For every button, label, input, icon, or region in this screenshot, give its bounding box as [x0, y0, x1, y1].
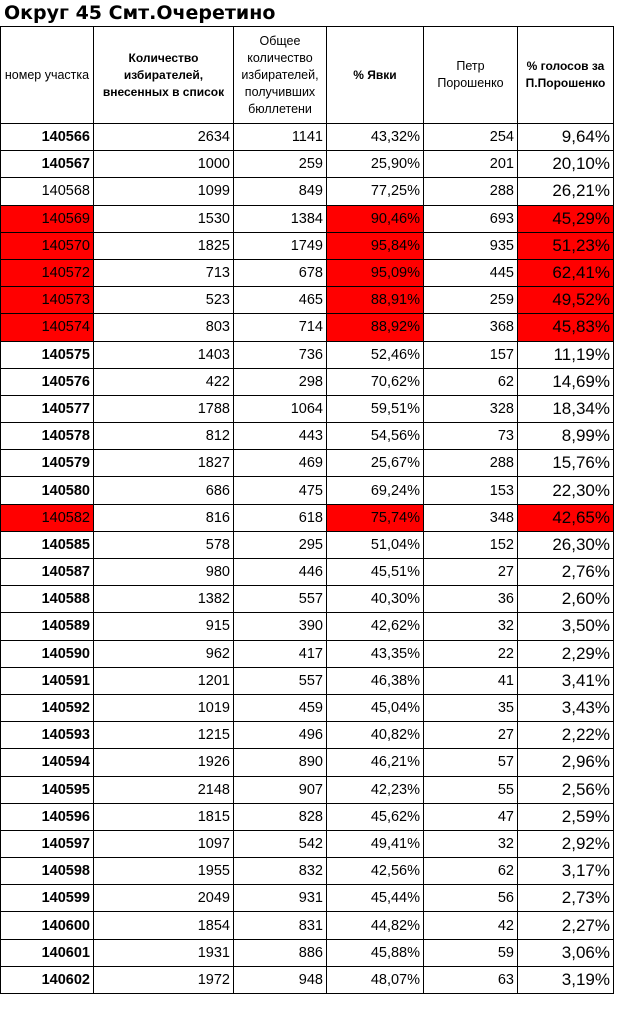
- cell-ballots: 475: [234, 477, 327, 504]
- cell-share: 8,99%: [518, 423, 614, 450]
- cell-turnout: 49,41%: [327, 830, 424, 857]
- cell-station-id: 140574: [1, 314, 94, 341]
- cell-registered: 1201: [94, 667, 234, 694]
- cell-station-id: 140589: [1, 613, 94, 640]
- cell-turnout: 45,88%: [327, 939, 424, 966]
- cell-station-id: 140569: [1, 205, 94, 232]
- cell-votes: 348: [424, 504, 518, 531]
- cell-turnout: 77,25%: [327, 178, 424, 205]
- cell-station-id: 140570: [1, 232, 94, 259]
- cell-registered: 2148: [94, 776, 234, 803]
- cell-share: 42,65%: [518, 504, 614, 531]
- table-row: [1, 504, 614, 531]
- cell-turnout: 46,21%: [327, 749, 424, 776]
- cell-turnout: 42,23%: [327, 776, 424, 803]
- table-row: [1, 477, 614, 504]
- table-row: [1, 395, 614, 422]
- cell-registered: 1019: [94, 694, 234, 721]
- cell-ballots: 259: [234, 151, 327, 178]
- table-row: [1, 749, 614, 776]
- table-row: [1, 450, 614, 477]
- cell-ballots: 618: [234, 504, 327, 531]
- cell-votes: 368: [424, 314, 518, 341]
- cell-share: 22,30%: [518, 477, 614, 504]
- cell-turnout: 43,32%: [327, 124, 424, 151]
- cell-share: 2,22%: [518, 722, 614, 749]
- cell-station-id: 140595: [1, 776, 94, 803]
- cell-ballots: 832: [234, 858, 327, 885]
- cell-votes: 35: [424, 694, 518, 721]
- header-turnout: % Явки: [327, 27, 424, 124]
- table-row: [1, 640, 614, 667]
- cell-share: 3,06%: [518, 939, 614, 966]
- table-row: [1, 341, 614, 368]
- cell-share: 15,76%: [518, 450, 614, 477]
- cell-share: 3,19%: [518, 966, 614, 993]
- table-row: [1, 559, 614, 586]
- cell-turnout: 40,30%: [327, 586, 424, 613]
- cell-turnout: 25,67%: [327, 450, 424, 477]
- cell-votes: 32: [424, 613, 518, 640]
- cell-station-id: 140599: [1, 885, 94, 912]
- table-row: [1, 858, 614, 885]
- cell-votes: 445: [424, 259, 518, 286]
- cell-station-id: 140594: [1, 749, 94, 776]
- cell-turnout: 43,35%: [327, 640, 424, 667]
- cell-ballots: 907: [234, 776, 327, 803]
- cell-turnout: 42,62%: [327, 613, 424, 640]
- cell-registered: 523: [94, 287, 234, 314]
- cell-turnout: 40,82%: [327, 722, 424, 749]
- cell-ballots: 298: [234, 368, 327, 395]
- cell-turnout: 45,04%: [327, 694, 424, 721]
- cell-registered: 1926: [94, 749, 234, 776]
- cell-votes: 36: [424, 586, 518, 613]
- cell-votes: 288: [424, 178, 518, 205]
- cell-registered: 1000: [94, 151, 234, 178]
- cell-share: 2,59%: [518, 803, 614, 830]
- cell-turnout: 51,04%: [327, 531, 424, 558]
- cell-votes: 22: [424, 640, 518, 667]
- table-row: [1, 722, 614, 749]
- page-title: Округ 45 Смт.Очеретино: [4, 2, 276, 24]
- cell-registered: 1972: [94, 966, 234, 993]
- cell-station-id: 140585: [1, 531, 94, 558]
- cell-share: 2,76%: [518, 559, 614, 586]
- table-row: [1, 776, 614, 803]
- cell-share: 26,21%: [518, 178, 614, 205]
- cell-share: 26,30%: [518, 531, 614, 558]
- cell-share: 3,41%: [518, 667, 614, 694]
- cell-station-id: 140598: [1, 858, 94, 885]
- cell-station-id: 140576: [1, 368, 94, 395]
- cell-share: 3,17%: [518, 858, 614, 885]
- cell-registered: 1825: [94, 232, 234, 259]
- cell-registered: 713: [94, 259, 234, 286]
- cell-share: 3,50%: [518, 613, 614, 640]
- table-row: [1, 966, 614, 993]
- cell-votes: 27: [424, 559, 518, 586]
- cell-votes: 62: [424, 368, 518, 395]
- cell-ballots: 1749: [234, 232, 327, 259]
- cell-ballots: 542: [234, 830, 327, 857]
- cell-ballots: 886: [234, 939, 327, 966]
- cell-votes: 259: [424, 287, 518, 314]
- header-id: номер участка: [1, 27, 94, 124]
- cell-votes: 42: [424, 912, 518, 939]
- cell-station-id: 140601: [1, 939, 94, 966]
- header-ballots: Общее количество избирателей, получивших бюллетени: [234, 27, 327, 124]
- cell-registered: 1815: [94, 803, 234, 830]
- table-row: [1, 287, 614, 314]
- cell-registered: 422: [94, 368, 234, 395]
- cell-station-id: 140600: [1, 912, 94, 939]
- cell-ballots: 459: [234, 694, 327, 721]
- table-row: [1, 613, 614, 640]
- cell-turnout: 45,51%: [327, 559, 424, 586]
- cell-votes: 935: [424, 232, 518, 259]
- cell-registered: 2634: [94, 124, 234, 151]
- cell-registered: 1403: [94, 341, 234, 368]
- cell-station-id: 140596: [1, 803, 94, 830]
- cell-votes: 328: [424, 395, 518, 422]
- cell-registered: 1530: [94, 205, 234, 232]
- cell-share: 11,19%: [518, 341, 614, 368]
- cell-registered: 1827: [94, 450, 234, 477]
- results-table: [0, 26, 614, 994]
- cell-share: 20,10%: [518, 151, 614, 178]
- cell-ballots: 557: [234, 586, 327, 613]
- table-row: [1, 694, 614, 721]
- cell-ballots: 890: [234, 749, 327, 776]
- cell-turnout: 52,46%: [327, 341, 424, 368]
- cell-registered: 1931: [94, 939, 234, 966]
- table-row: [1, 178, 614, 205]
- cell-ballots: 446: [234, 559, 327, 586]
- cell-turnout: 48,07%: [327, 966, 424, 993]
- cell-votes: 47: [424, 803, 518, 830]
- cell-share: 45,83%: [518, 314, 614, 341]
- cell-registered: 1854: [94, 912, 234, 939]
- cell-registered: 578: [94, 531, 234, 558]
- cell-ballots: 1384: [234, 205, 327, 232]
- cell-ballots: 849: [234, 178, 327, 205]
- cell-turnout: 88,91%: [327, 287, 424, 314]
- cell-share: 51,23%: [518, 232, 614, 259]
- cell-station-id: 140591: [1, 667, 94, 694]
- cell-votes: 59: [424, 939, 518, 966]
- cell-ballots: 557: [234, 667, 327, 694]
- cell-turnout: 90,46%: [327, 205, 424, 232]
- cell-registered: 2049: [94, 885, 234, 912]
- cell-registered: 1099: [94, 178, 234, 205]
- cell-turnout: 25,90%: [327, 151, 424, 178]
- cell-votes: 41: [424, 667, 518, 694]
- cell-turnout: 75,74%: [327, 504, 424, 531]
- cell-ballots: 931: [234, 885, 327, 912]
- cell-votes: 63: [424, 966, 518, 993]
- cell-station-id: 140597: [1, 830, 94, 857]
- cell-ballots: 469: [234, 450, 327, 477]
- cell-ballots: 417: [234, 640, 327, 667]
- cell-votes: 32: [424, 830, 518, 857]
- cell-registered: 962: [94, 640, 234, 667]
- table-row: [1, 205, 614, 232]
- cell-share: 2,27%: [518, 912, 614, 939]
- cell-share: 49,52%: [518, 287, 614, 314]
- table-row: [1, 939, 614, 966]
- cell-share: 3,43%: [518, 694, 614, 721]
- cell-votes: 693: [424, 205, 518, 232]
- cell-registered: 812: [94, 423, 234, 450]
- cell-share: 14,69%: [518, 368, 614, 395]
- cell-registered: 980: [94, 559, 234, 586]
- table-row: [1, 423, 614, 450]
- cell-station-id: 140580: [1, 477, 94, 504]
- cell-station-id: 140588: [1, 586, 94, 613]
- cell-share: 9,64%: [518, 124, 614, 151]
- table-row: [1, 314, 614, 341]
- cell-station-id: 140578: [1, 423, 94, 450]
- cell-station-id: 140593: [1, 722, 94, 749]
- cell-turnout: 54,56%: [327, 423, 424, 450]
- table-row: [1, 586, 614, 613]
- cell-station-id: 140566: [1, 124, 94, 151]
- cell-turnout: 95,84%: [327, 232, 424, 259]
- cell-share: 2,56%: [518, 776, 614, 803]
- cell-share: 2,73%: [518, 885, 614, 912]
- header-registered: Количество избирателей, внесенных в список: [94, 27, 234, 124]
- table-row: [1, 151, 614, 178]
- cell-registered: 1788: [94, 395, 234, 422]
- cell-turnout: 45,62%: [327, 803, 424, 830]
- cell-turnout: 70,62%: [327, 368, 424, 395]
- cell-station-id: 140577: [1, 395, 94, 422]
- table-row: [1, 232, 614, 259]
- header-row: [1, 27, 614, 124]
- header-share: % голосов за П.Порошенко: [518, 27, 614, 124]
- cell-votes: 157: [424, 341, 518, 368]
- cell-votes: 56: [424, 885, 518, 912]
- cell-registered: 915: [94, 613, 234, 640]
- cell-ballots: 1064: [234, 395, 327, 422]
- cell-share: 2,96%: [518, 749, 614, 776]
- cell-turnout: 69,24%: [327, 477, 424, 504]
- cell-ballots: 831: [234, 912, 327, 939]
- cell-registered: 1955: [94, 858, 234, 885]
- cell-votes: 55: [424, 776, 518, 803]
- table-row: [1, 803, 614, 830]
- cell-votes: 73: [424, 423, 518, 450]
- cell-registered: 803: [94, 314, 234, 341]
- cell-station-id: 140579: [1, 450, 94, 477]
- cell-registered: 1382: [94, 586, 234, 613]
- cell-turnout: 95,09%: [327, 259, 424, 286]
- cell-station-id: 140573: [1, 287, 94, 314]
- cell-ballots: 678: [234, 259, 327, 286]
- cell-votes: 288: [424, 450, 518, 477]
- header-votes: Петр Порошенко: [424, 27, 518, 124]
- cell-registered: 816: [94, 504, 234, 531]
- cell-station-id: 140582: [1, 504, 94, 531]
- cell-station-id: 140567: [1, 151, 94, 178]
- cell-station-id: 140575: [1, 341, 94, 368]
- cell-share: 2,29%: [518, 640, 614, 667]
- cell-ballots: 390: [234, 613, 327, 640]
- cell-share: 62,41%: [518, 259, 614, 286]
- cell-registered: 1215: [94, 722, 234, 749]
- cell-turnout: 88,92%: [327, 314, 424, 341]
- cell-registered: 686: [94, 477, 234, 504]
- cell-ballots: 828: [234, 803, 327, 830]
- cell-votes: 254: [424, 124, 518, 151]
- cell-ballots: 714: [234, 314, 327, 341]
- cell-votes: 201: [424, 151, 518, 178]
- cell-station-id: 140592: [1, 694, 94, 721]
- cell-share: 45,29%: [518, 205, 614, 232]
- cell-share: 2,92%: [518, 830, 614, 857]
- cell-ballots: 736: [234, 341, 327, 368]
- cell-ballots: 295: [234, 531, 327, 558]
- table-row: [1, 368, 614, 395]
- table-row: [1, 912, 614, 939]
- table-row: [1, 885, 614, 912]
- cell-ballots: 496: [234, 722, 327, 749]
- cell-station-id: 140568: [1, 178, 94, 205]
- cell-registered: 1097: [94, 830, 234, 857]
- cell-turnout: 59,51%: [327, 395, 424, 422]
- cell-ballots: 465: [234, 287, 327, 314]
- cell-votes: 153: [424, 477, 518, 504]
- cell-ballots: 443: [234, 423, 327, 450]
- cell-votes: 152: [424, 531, 518, 558]
- cell-turnout: 46,38%: [327, 667, 424, 694]
- table-row: [1, 830, 614, 857]
- cell-ballots: 948: [234, 966, 327, 993]
- table-row: [1, 259, 614, 286]
- cell-votes: 27: [424, 722, 518, 749]
- cell-votes: 62: [424, 858, 518, 885]
- cell-share: 18,34%: [518, 395, 614, 422]
- cell-turnout: 45,44%: [327, 885, 424, 912]
- cell-station-id: 140572: [1, 259, 94, 286]
- cell-turnout: 42,56%: [327, 858, 424, 885]
- cell-votes: 57: [424, 749, 518, 776]
- cell-ballots: 1141: [234, 124, 327, 151]
- cell-station-id: 140602: [1, 966, 94, 993]
- cell-share: 2,60%: [518, 586, 614, 613]
- table-row: [1, 667, 614, 694]
- cell-station-id: 140587: [1, 559, 94, 586]
- cell-turnout: 44,82%: [327, 912, 424, 939]
- table-row: [1, 531, 614, 558]
- table-row: [1, 124, 614, 151]
- cell-station-id: 140590: [1, 640, 94, 667]
